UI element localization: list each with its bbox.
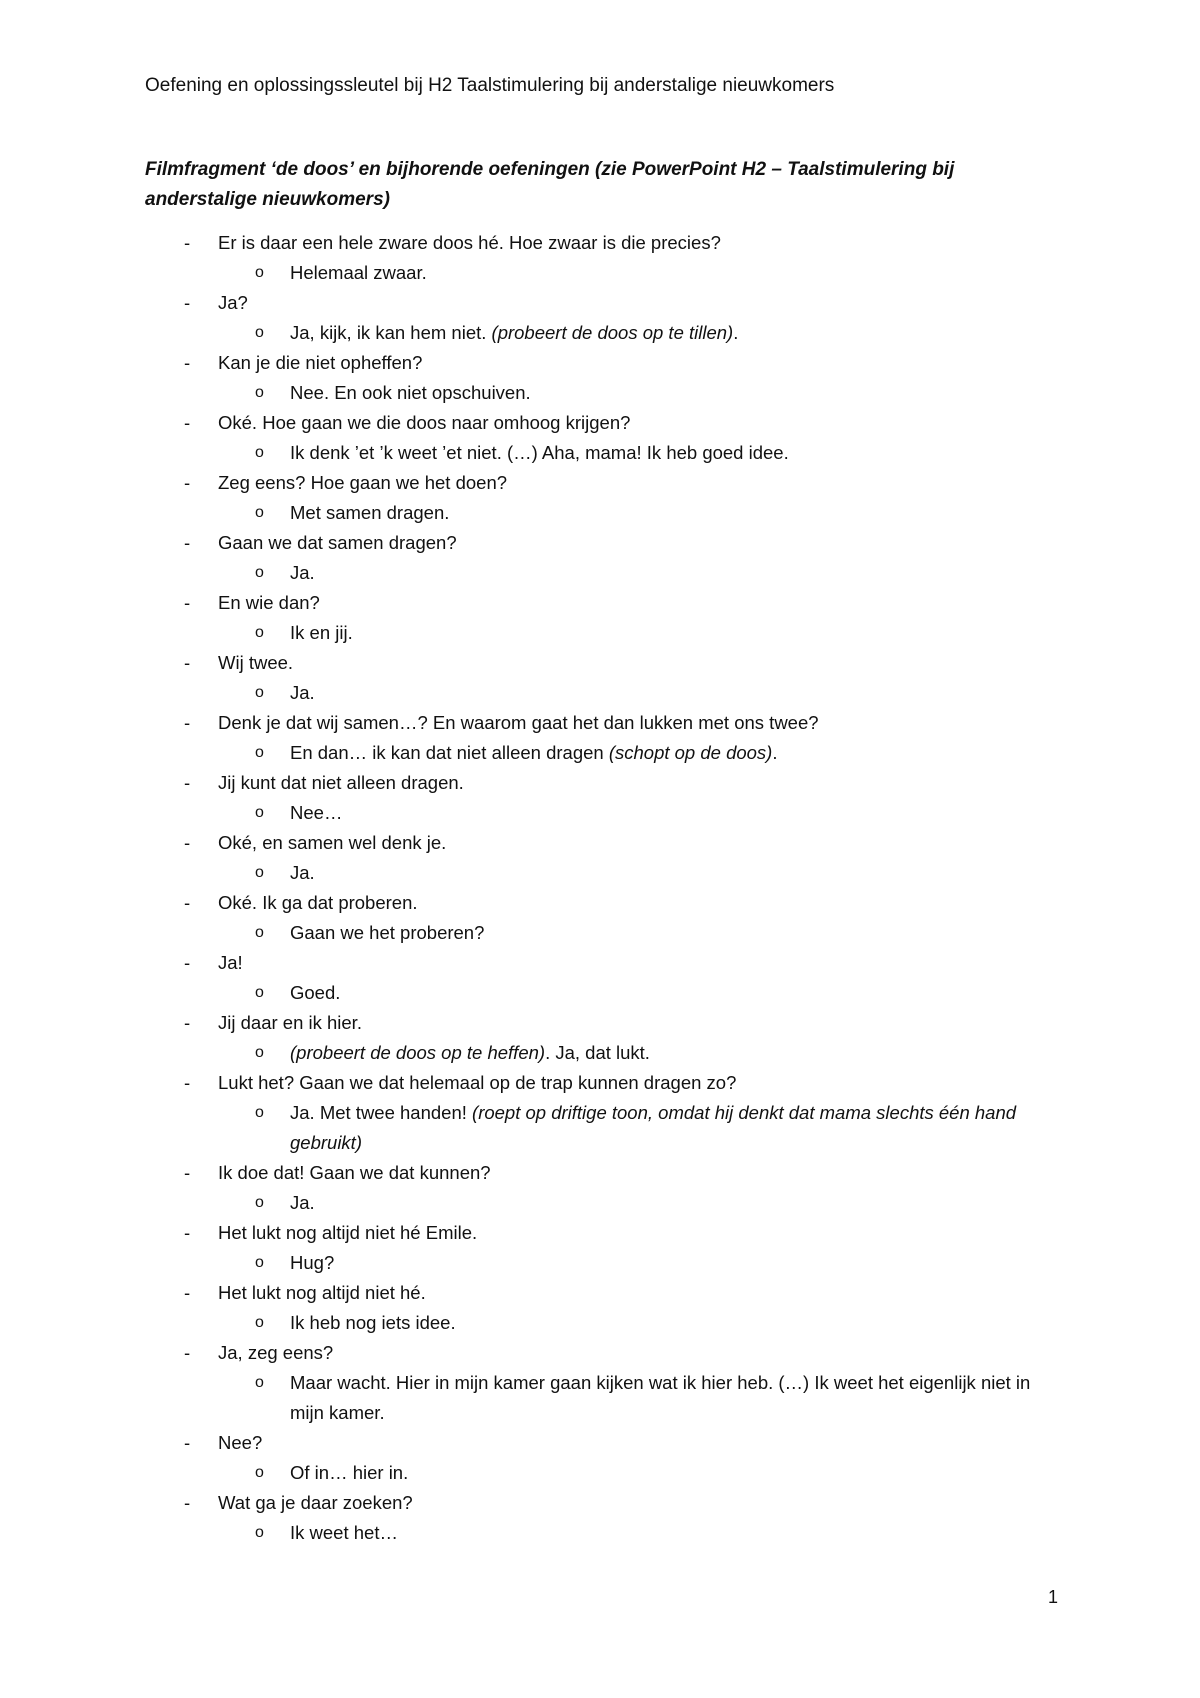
question-line	[0, 408, 1200, 438]
question-line	[0, 1068, 1200, 1098]
question-line	[0, 468, 1200, 498]
answer-line	[0, 258, 1060, 288]
question-line	[0, 708, 1200, 738]
question-line	[0, 948, 1200, 978]
dialogue-list	[0, 228, 1200, 1548]
circle-bullet: o	[255, 624, 264, 641]
answer-text: En dan… ik kan dat niet alleen dragen	[290, 742, 609, 763]
question-text: Oké. Ik ga dat proberen.	[218, 892, 418, 913]
question-line	[0, 1488, 1200, 1518]
question-text: Ja, zeg eens?	[218, 1342, 334, 1363]
question-text: Wat ga je daar zoeken?	[218, 1492, 413, 1513]
answer-text: Ik denk ’et ’k weet ’et niet. (…) Aha, mama! Ik heb goed idee.	[290, 442, 789, 463]
answer-text: Ja.	[290, 1192, 315, 1213]
question-line	[0, 648, 1200, 678]
dash-bullet: -	[184, 1012, 191, 1033]
answer-line	[0, 558, 1060, 588]
answer-text-after: . Ja, dat lukt.	[545, 1042, 650, 1063]
dash-bullet: -	[184, 472, 191, 493]
answer-text-after: .	[733, 322, 739, 343]
question-text: Het lukt nog altijd niet hé.	[218, 1282, 426, 1303]
answer-line	[0, 1518, 1060, 1548]
answer-line	[0, 1038, 1060, 1068]
question-line	[0, 528, 1200, 558]
question-text: Het lukt nog altijd niet hé Emile.	[218, 1222, 478, 1243]
exercise-title: Filmfragment ‘de doos’ en bijhorende oefeningen (zie PowerPoint H2 – Taalstimulering bij anderstalige nieuwkomers)	[145, 159, 955, 210]
question-line	[0, 888, 1200, 918]
dash-bullet: -	[184, 1162, 191, 1183]
question-text: Jij daar en ik hier.	[218, 1012, 362, 1033]
dash-bullet: -	[184, 232, 191, 253]
answer-line	[0, 378, 1060, 408]
circle-bullet: o	[255, 744, 264, 761]
circle-bullet: o	[255, 384, 264, 401]
dash-bullet: -	[184, 1432, 191, 1453]
stage-direction: (roept op driftige toon, omdat hij denkt dat mama slechts één hand gebruikt)	[290, 1102, 1017, 1153]
answer-line	[0, 858, 1060, 888]
stage-direction: (probeert de doos op te heffen)	[290, 1042, 546, 1063]
circle-bullet: o	[255, 984, 264, 1001]
answer-line	[0, 1248, 1060, 1278]
circle-bullet: o	[255, 684, 264, 701]
answer-line	[0, 1458, 1060, 1488]
question-text: Zeg eens? Hoe gaan we het doen?	[218, 472, 508, 493]
question-text: Denk je dat wij samen…? En waarom gaat het dan lukken met ons twee?	[218, 712, 819, 733]
circle-bullet: o	[255, 1044, 264, 1061]
answer-line	[0, 918, 1060, 948]
answer-text: Met samen dragen.	[290, 502, 450, 523]
circle-bullet: o	[255, 1464, 264, 1481]
circle-bullet: o	[255, 444, 264, 461]
dash-bullet: -	[184, 352, 191, 373]
question-text: Er is daar een hele zware doos hé. Hoe zwaar is die precies?	[218, 232, 721, 253]
dash-bullet: -	[184, 1492, 191, 1513]
dash-bullet: -	[184, 412, 191, 433]
answer-text: Ik heb nog iets idee.	[290, 1312, 456, 1333]
dash-bullet: -	[184, 712, 191, 733]
question-text: Lukt het? Gaan we dat helemaal op de trap kunnen dragen zo?	[218, 1072, 737, 1093]
circle-bullet: o	[255, 1374, 264, 1391]
question-line	[0, 768, 1200, 798]
question-text: Gaan we dat samen dragen?	[218, 532, 457, 553]
answer-line	[0, 1308, 1060, 1338]
question-line	[0, 588, 1200, 618]
question-text: Wij twee.	[218, 652, 294, 673]
answer-text: Ik weet het…	[290, 1522, 398, 1543]
question-text: Ja?	[218, 292, 248, 313]
answer-text: Helemaal zwaar.	[290, 262, 427, 283]
answer-line	[0, 1368, 1060, 1428]
question-line	[0, 1338, 1200, 1368]
circle-bullet: o	[255, 1194, 264, 1211]
dash-bullet: -	[184, 772, 191, 793]
dash-bullet: -	[184, 1072, 191, 1093]
circle-bullet: o	[255, 924, 264, 941]
answer-line	[0, 798, 1060, 828]
answer-text: Ik en jij.	[290, 622, 353, 643]
answer-text: Gaan we het proberen?	[290, 922, 485, 943]
answer-line	[0, 1188, 1060, 1218]
answer-line	[0, 978, 1060, 1008]
dash-bullet: -	[184, 892, 191, 913]
answer-line	[0, 1098, 1060, 1158]
question-text: Kan je die niet opheffen?	[218, 352, 423, 373]
question-line	[0, 228, 1200, 258]
dash-bullet: -	[184, 532, 191, 553]
answer-text: Ja.	[290, 862, 315, 883]
question-text: Ja!	[218, 952, 243, 973]
answer-line	[0, 618, 1060, 648]
circle-bullet: o	[255, 1524, 264, 1541]
question-line	[0, 828, 1200, 858]
circle-bullet: o	[255, 804, 264, 821]
question-text: Oké, en samen wel denk je.	[218, 832, 447, 853]
question-text: Nee?	[218, 1432, 263, 1453]
answer-text: Ja.	[290, 562, 315, 583]
stage-direction: (probeert de doos op te tillen)	[491, 322, 734, 343]
question-line	[0, 1158, 1200, 1188]
question-line	[0, 1218, 1200, 1248]
question-text: Ik doe dat! Gaan we dat kunnen?	[218, 1162, 491, 1183]
question-line	[0, 288, 1200, 318]
answer-text: Nee. En ook niet opschuiven.	[290, 382, 531, 403]
question-text: Jij kunt dat niet alleen dragen.	[218, 772, 464, 793]
circle-bullet: o	[255, 564, 264, 581]
question-line	[0, 1278, 1200, 1308]
question-line	[0, 1428, 1200, 1458]
dash-bullet: -	[184, 952, 191, 973]
question-text: En wie dan?	[218, 592, 320, 613]
circle-bullet: o	[255, 1254, 264, 1271]
answer-text: Of in… hier in.	[290, 1462, 409, 1483]
circle-bullet: o	[255, 324, 264, 341]
dash-bullet: -	[184, 652, 191, 673]
answer-text: Hug?	[290, 1252, 335, 1273]
circle-bullet: o	[255, 504, 264, 521]
circle-bullet: o	[255, 864, 264, 881]
circle-bullet: o	[255, 264, 264, 281]
answer-line	[0, 738, 1060, 768]
answer-line	[0, 678, 1060, 708]
dash-bullet: -	[184, 832, 191, 853]
answer-line	[0, 498, 1060, 528]
dash-bullet: -	[184, 1282, 191, 1303]
dash-bullet: -	[184, 292, 191, 313]
question-line	[0, 1008, 1200, 1038]
dash-bullet: -	[184, 1342, 191, 1363]
answer-text: Ja. Met twee handen!	[290, 1102, 473, 1123]
answer-line	[0, 438, 1060, 468]
answer-text-after: .	[772, 742, 778, 763]
answer-text: Ja, kijk, ik kan hem niet.	[290, 322, 492, 343]
answer-text: Goed.	[290, 982, 341, 1003]
stage-direction: (schopt op de doos)	[608, 742, 773, 763]
question-text: Oké. Hoe gaan we die doos naar omhoog krijgen?	[218, 412, 631, 433]
page-header: Oefening en oplossingssleutel bij H2 Taalstimulering bij anderstalige nieuwkomers	[145, 75, 835, 96]
circle-bullet: o	[255, 1314, 264, 1331]
answer-text: Maar wacht. Hier in mijn kamer gaan kijken wat ik hier heb. (…) Ik weet het eigenlijk niet in mijn kamer.	[290, 1372, 1031, 1423]
answer-text: Nee…	[290, 802, 343, 823]
page-number: 1	[1048, 1587, 1059, 1607]
dash-bullet: -	[184, 1222, 191, 1243]
dash-bullet: -	[184, 592, 191, 613]
question-line	[0, 348, 1200, 378]
circle-bullet: o	[255, 1104, 264, 1121]
answer-line	[0, 318, 1060, 348]
answer-text: Ja.	[290, 682, 315, 703]
